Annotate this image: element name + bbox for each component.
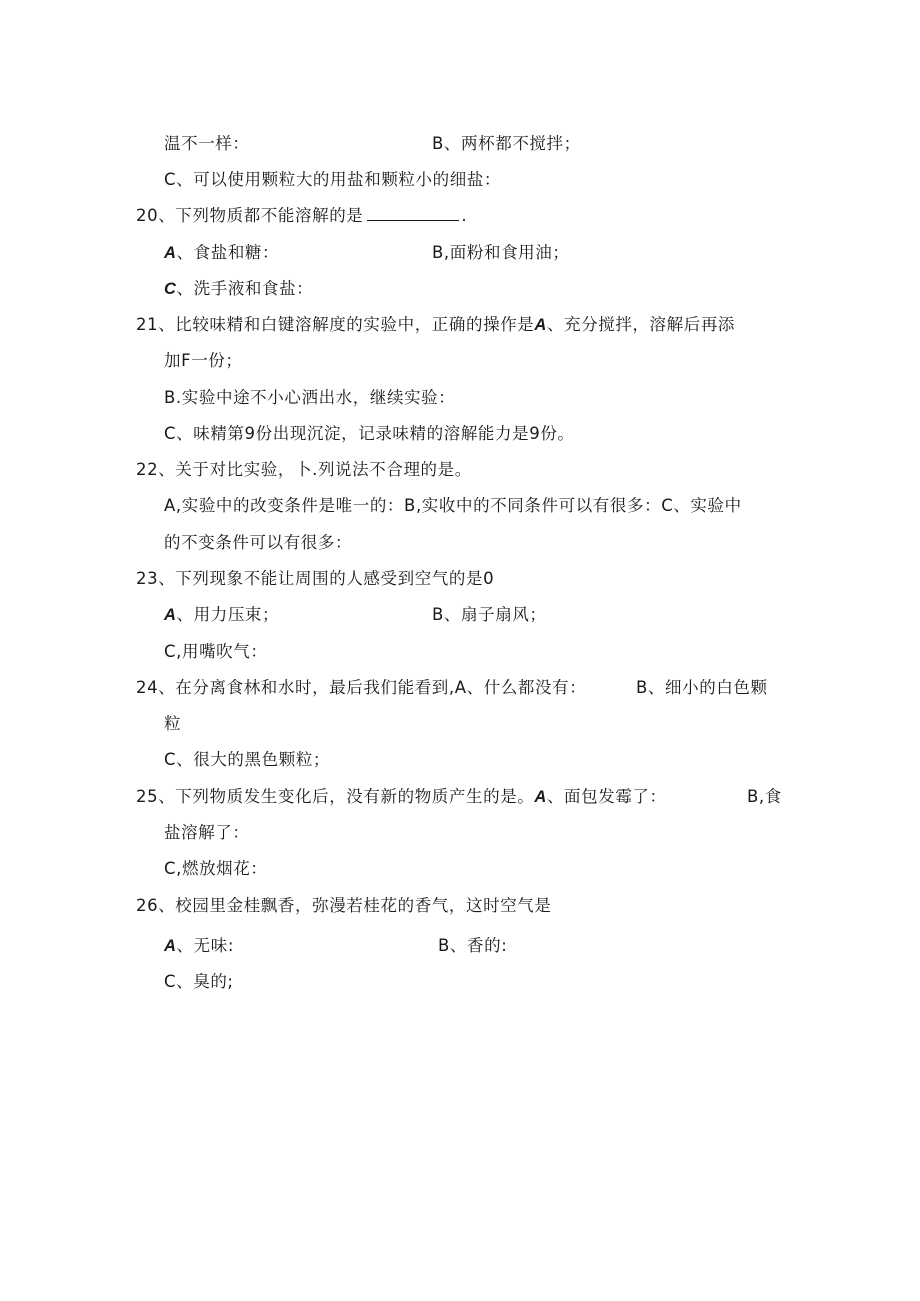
q21-stem-end: 、充分搅拌，溶解后再添 (546, 315, 736, 334)
q21-stem-cont: 加F一份； (164, 351, 243, 370)
q22-stem: 22、关于对比实验，卜.列说法不合理的是。 (136, 460, 472, 479)
q20-stem-text: 20、下列物质都不能溶解的是 (136, 206, 364, 225)
q21-stem-text: 21、比较味精和白键溶解度的实验中，正确的操作是 (136, 315, 535, 334)
q20-option-a-text: 、食盐和糖： (176, 243, 280, 262)
q21-option-b: B.实验中途不小心洒出水，继续实验： (164, 388, 456, 407)
q21-option-c: C、味精第9份出现沉淀，记录味精的溶解能力是9份。 (164, 424, 575, 443)
q24-stem: 24、在分离食林和水时，最后我们能看到,A、什么都没有： (136, 678, 587, 697)
q20-stem-end: . (461, 206, 468, 225)
q25-option-b: B,食 (747, 787, 782, 806)
q26-option-b: B、香的: (438, 936, 508, 955)
q19-option-c: C、可以使用颗粒大的用盐和颗粒小的细盐： (164, 170, 502, 189)
q24-option-b: B、细小的白色颗 (636, 678, 768, 697)
q24-option-b-cont: 粒 (164, 714, 182, 733)
q25-stem (136, 786, 667, 808)
q26-option-a (164, 935, 234, 957)
q21-option-a-letter: A (534, 316, 547, 334)
q20-option-c-text: 、洗手液和食盐： (176, 279, 314, 298)
q23-option-b: B、扇子扇风； (432, 605, 547, 624)
q26-option-a-text: 、无味: (176, 936, 234, 955)
q19-line-a: 温不一样： (164, 134, 250, 153)
q26-option-a-letter: A (164, 937, 177, 955)
q21-stem (136, 314, 735, 336)
q25-option-a-text: 、面包发霉了： (546, 787, 667, 806)
q20-option-a (164, 242, 279, 264)
q23-stem: 23、下列现象不能让周围的人感受到空气的是0 (136, 569, 495, 588)
q23-option-a-letter: A (164, 606, 177, 624)
q25-option-a-letter: A (534, 788, 547, 806)
q25-option-c: C,燃放烟花： (164, 859, 268, 878)
q24-option-c: C、很大的黑色颗粒； (164, 750, 331, 769)
q19-option-b: B、两杯都不搅拌； (432, 134, 581, 153)
q26-stem: 26、校园里金桂飘香，弥漫若桂花的香气，这时空气是 (136, 896, 552, 915)
q22-options-line-2: 的不变条件可以有很多： (164, 533, 353, 552)
q20-option-b: B,面粉和食用油； (432, 243, 570, 262)
q23-option-a-text: 、用力压束； (176, 605, 280, 624)
q20-option-a-letter: A (164, 244, 177, 262)
q20-option-c-letter: C (164, 280, 177, 298)
q20-stem (136, 205, 467, 227)
q26-option-c: C、臭的; (164, 972, 234, 991)
q23-option-c: C,用嘴吹气： (164, 642, 268, 661)
q23-option-a (164, 604, 279, 626)
q25-stem-text: 25、下列物质发生变化后，没有新的物质产生的是。 (136, 787, 535, 806)
q20-answer-blank (367, 206, 459, 221)
q20-option-c (164, 278, 313, 300)
q25-option-b-cont: 盐溶解了： (164, 823, 250, 842)
q22-options-line-1: A,实验中的改变条件是唯一的：B,实收中的不同条件可以有很多：C、实验中 (164, 496, 742, 515)
